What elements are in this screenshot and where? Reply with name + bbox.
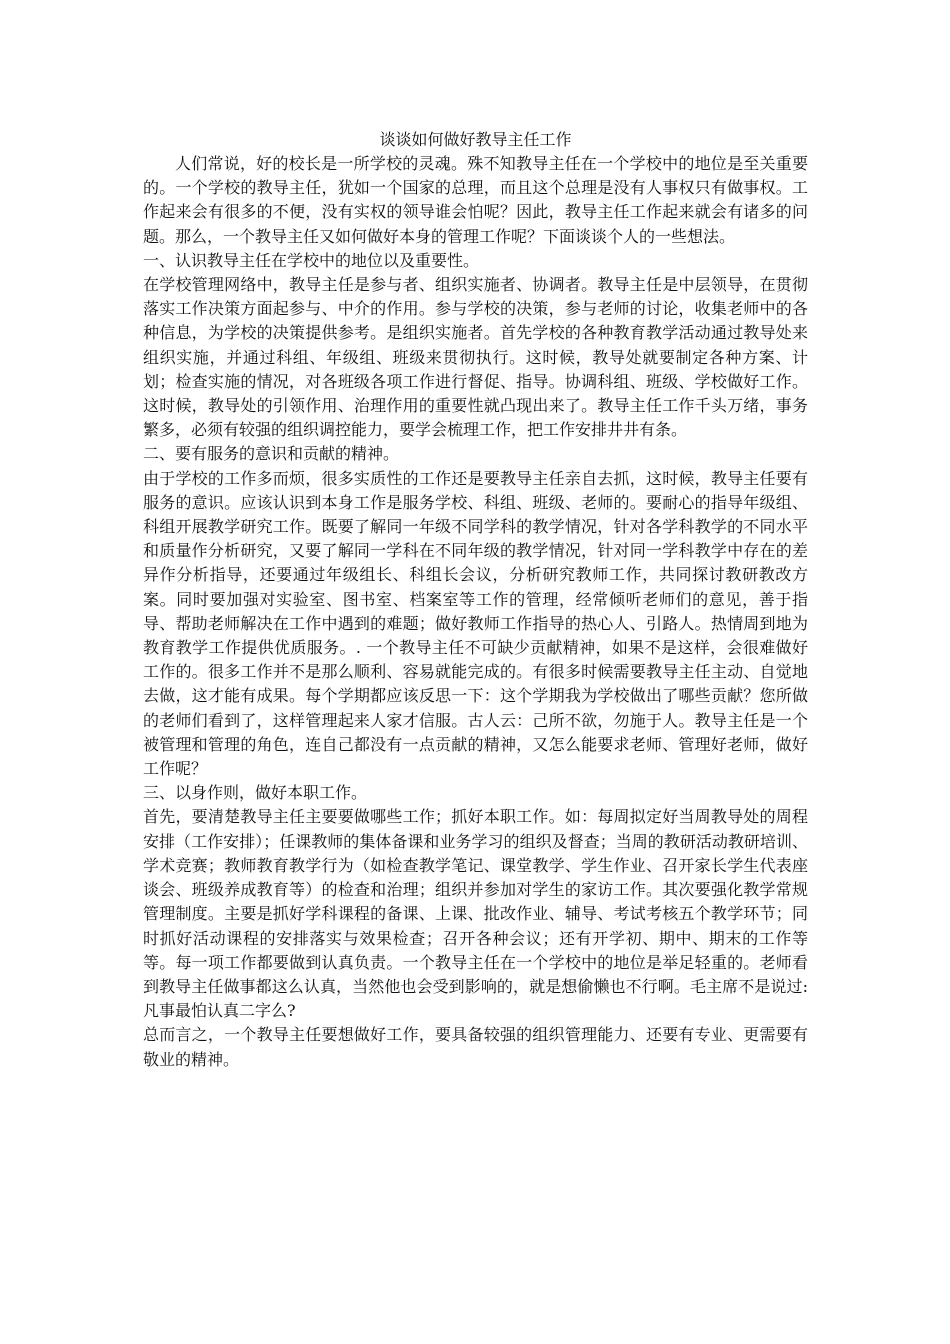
document-page [143,128,808,1072]
section-body-2: 由于学校的工作多而烦，很多实质性的工作还是要教导主任亲自去抓，这时候，教导主任要有服务的意识。应该认识到本身工作是服务学校、科组、班级、老师的。要耐心的指导年级组、科组开展教学研究工作。既要了解同一年级不同学科的教学情况，针对各学科教学的不同水平和质量作分析研究，又要了解同一学科在不同年级的教学情况，针对同一学科教学中存在的差异作分析指导，还要通过年级组长、科组长会议，分析研究教师工作，共同探讨教研教改方案。同时要加强对实验室、图书室、档案室等工作的管理，经常倾听老师们的意见，善于指导、帮助老师解决在工作中遇到的难题；做好教师工作指导的热心人、引路人。热情周到地为教育教学工作提供优质服务。. 一个教导主任不可缺少贡献精神，如果不是这样，会很难做好工作的。很多工作并不是那么顺利、容易就能完成的。有很多时候需要教导主任主动、自觉地去做，这才能有成果。每个学期都应该反思一下：这个学期我为学校做出了哪些贡献？您所做的老师们看到了，这样管理起来人家才信服。古人云：己所不欲，勿施于人。教导主任是一个被管理和管理的角色，连自己都没有一点贡献的精神，又怎么能要求老师、管理好老师，做好工作呢？ [143,468,808,779]
section-heading-3: 三、以身作则，做好本职工作。 [143,783,368,803]
section-heading-1: 一、认识教导主任在学校中的地位以及重要性。 [143,250,480,270]
conclusion-paragraph: 总而言之，一个教导主任要想做好工作，要具备较强的组织管理能力、还要有专业、更需要有敬业的精神。 [143,1025,808,1069]
section-body-1: 在学校管理网络中，教导主任是参与者、组织实施者、协调者。教导主任是中层领导，在贯彻落实工作决策方面起参与、中介的作用。参与学校的决策，参与老师的讨论，收集老师中的各种信息，为学校的决策提供参考。是组织实施者。首先学校的各种教育教学活动通过教导处来组织实施，并通过科组、年级组、班级来贯彻执行。这时候，教导处就要制定各种方案、计划；检查实施的情况，对各班级各项工作进行督促、指导。协调科组、班级、学校做好工作。这时候，教导处的引领作用、治理作用的重要性就凸现出来了。教导主任工作千头万绪，事务繁多，必须有较强的组织调控能力，要学会梳理工作，把工作安排井井有条。 [143,275,808,440]
section-heading-2: 二、要有服务的意识和贡献的精神。 [143,444,400,464]
document-title: 谈谈如何做好教导主任工作 [379,130,572,149]
section-body-3: 首先，要清楚教导主任主要要做哪些工作；抓好本职工作。如：每周拟定好当周教导处的周程安排（工作安排）；任课教师的集体备课和业务学习的组织及督查；当周的教研活动教研培训、学术竞赛；教师教育教学行为（如检查教学笔记、课堂教学、学生作业、召开家长学生代表座谈会、班级养成教育等）的检查和治理；组织并参加对学生的家访工作。其次要强化教学常规管理制度。主要是抓好学科课程的备课、上课、批改作业、辅导、考试考核五个教学环节；同时抓好活动课程的安排落实与效果检查；召开各种会议；还有开学初、期中、期末的工作等等。每一项工作都要做到认真负责。一个教导主任在一个学校中的地位是举足轻重的。老师看到教导主任做事都这么认真，当然他也会受到影响的，就是想偷懒也不行啊。毛主席不是说过:凡事最怕认真二字么? [143,807,808,1021]
intro-paragraph: 人们常说，好的校长是一所学校的灵魂。殊不知教导主任在一个学校中的地位是至关重要的。一个学校的教导主任，犹如一个国家的总理，而且这个总理是没有人事权只有做事权。工作起来会有很多的不便，没有实权的领导谁会怕呢？因此，教导主任工作起来就会有诸多的问题。那么，一个教导主任又如何做好本身的管理工作呢？下面谈谈个人的一些想法。 [143,154,808,246]
